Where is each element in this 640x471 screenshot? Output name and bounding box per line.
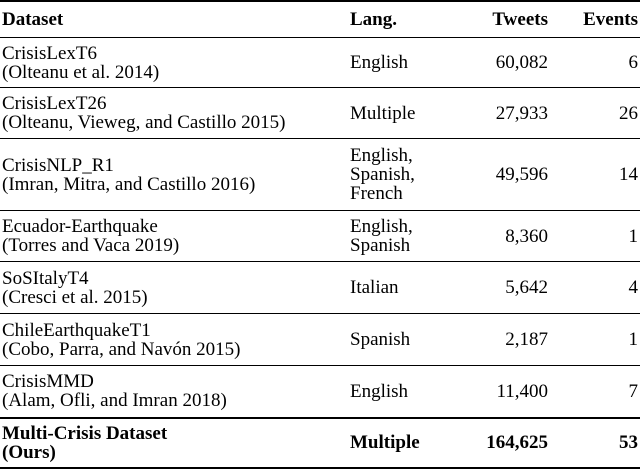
table-row [0, 88, 640, 139]
dataset-name: Ecuador-Earthquake [2, 216, 158, 237]
events-cell: 53 [619, 432, 638, 453]
lang-text: French [350, 183, 403, 204]
dataset-citation: (Cobo, Parra, and Navón 2015) [2, 338, 241, 360]
tweets-cell: 2,187 [505, 329, 548, 350]
lang-cell [350, 88, 450, 139]
dataset-citation: (Ours) [2, 441, 56, 463]
dataset-name: CrisisLexT6 [2, 42, 97, 64]
header-dataset: Dataset [2, 8, 64, 30]
dataset-cell [0, 262, 350, 314]
lang-text: Multiple [350, 102, 416, 124]
dataset-cell [0, 211, 350, 262]
tweets-cell: 8,360 [505, 225, 548, 247]
table-header [0, 1, 640, 38]
dataset-name: Multi-Crisis Dataset [2, 422, 168, 444]
lang-text: Spanish, [350, 164, 415, 185]
dataset-cell [0, 366, 350, 418]
header-row [0, 1, 640, 38]
dataset-citation: (Torres and Vaca 2019) [2, 235, 180, 256]
lang-text: English [350, 52, 409, 73]
lang-cell [350, 211, 450, 262]
dataset-cell [0, 88, 350, 139]
events-cell: 14 [619, 164, 638, 185]
dataset-name: CrisisLexT26 [2, 93, 107, 114]
table-row-total [0, 418, 640, 468]
table-body [0, 38, 640, 468]
table-row [0, 38, 640, 88]
events-cell: 1 [628, 225, 638, 247]
events-cell: 4 [628, 277, 638, 298]
dataset-name: ChileEarthquakeT1 [2, 319, 151, 341]
lang-cell [350, 262, 450, 314]
lang-text: English, [350, 216, 413, 237]
dataset-citation: (Cresci et al. 2015) [2, 286, 148, 308]
table-row [0, 262, 640, 314]
table-row [0, 139, 640, 211]
dataset-cell [0, 418, 350, 468]
header-events: Events [583, 8, 638, 30]
dataset-citation: (Olteanu, Vieweg, and Castillo 2015) [2, 112, 286, 133]
dataset-cell [0, 139, 350, 211]
lang-cell [350, 418, 450, 468]
dataset-citation: (Olteanu et al. 2014) [2, 61, 160, 83]
dataset-name: CrisisNLP_R1 [2, 154, 114, 176]
dataset-citation: (Alam, Ofli, and Imran 2018) [2, 390, 227, 412]
events-cell: 6 [628, 52, 638, 73]
lang-text: English, [350, 145, 413, 166]
tweets-cell: 164,625 [486, 432, 548, 453]
dataset-citation: (Imran, Mitra, and Castillo 2016) [2, 173, 256, 195]
dataset-cell [0, 314, 350, 366]
lang-cell [350, 366, 450, 418]
header-lang: Lang. [350, 8, 397, 30]
dataset-name: CrisisMMD [2, 371, 94, 393]
lang-text: Spanish [350, 329, 411, 350]
lang-text: Multiple [350, 432, 420, 453]
events-cell: 1 [628, 329, 638, 350]
table-row [0, 211, 640, 262]
dataset-cell [0, 38, 350, 88]
header-tweets: Tweets [492, 8, 548, 30]
lang-cell [350, 38, 450, 88]
tweets-cell: 27,933 [495, 102, 548, 124]
table-row [0, 314, 640, 366]
lang-cell [350, 314, 450, 366]
lang-cell [350, 139, 450, 211]
lang-text: Italian [350, 277, 399, 298]
tweets-cell: 60,082 [495, 52, 548, 73]
lang-text: Spanish [350, 235, 411, 256]
events-cell: 7 [628, 380, 638, 402]
tweets-cell: 5,642 [505, 277, 548, 298]
tweets-cell: 11,400 [496, 380, 548, 402]
tweets-cell: 49,596 [495, 164, 548, 185]
dataset-name: SoSItalyT4 [2, 267, 89, 289]
events-cell: 26 [619, 102, 638, 124]
table-row [0, 366, 640, 418]
lang-text: English [350, 380, 409, 402]
